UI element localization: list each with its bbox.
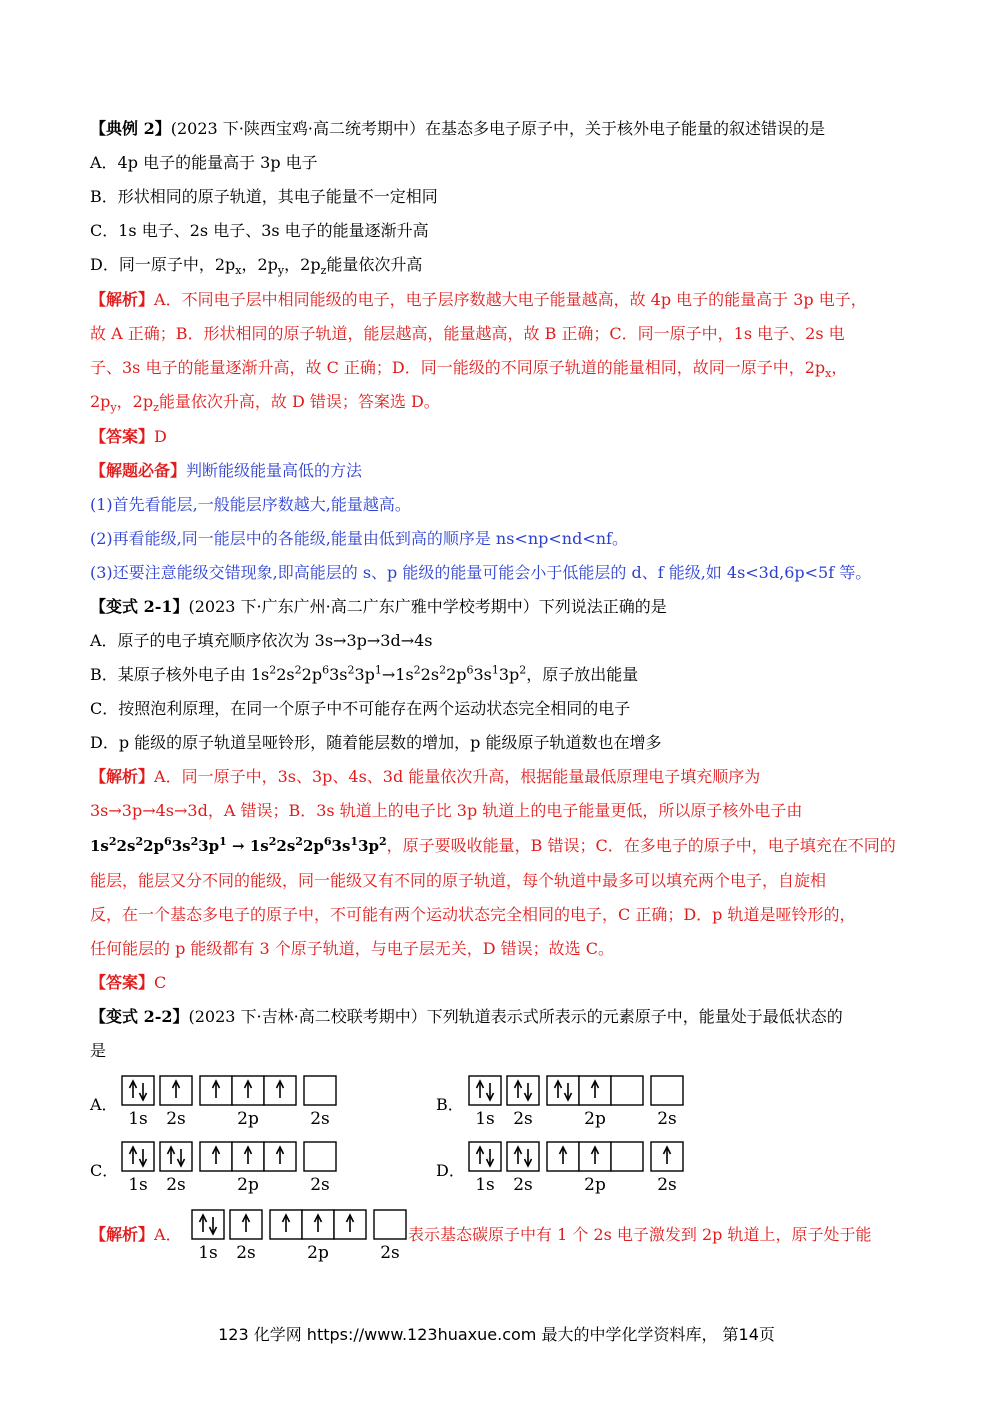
svg-text:2s: 2s — [236, 1243, 256, 1263]
svg-text:1s: 1s — [475, 1109, 495, 1129]
svg-text:1s: 1s — [128, 1175, 148, 1195]
option-c-label: C． — [90, 1161, 119, 1180]
svg-text:2s: 2s — [513, 1175, 533, 1195]
example-source: (2023 下·陕西宝鸡·高二统考期中）在基态多电子原子中，关于核外电子能量的叙述错误的是 — [170, 119, 825, 138]
option-c: C．按照泡利原理，在同一个原子中不可能存在两个运动状态完全相同的电子 — [90, 699, 631, 718]
svg-text:2p: 2p — [237, 1175, 259, 1195]
variant-source: (2023 下·吉林·高二校联考期中）下列轨道表示式所表示的元素原子中，能量处于最低状态的 — [188, 1007, 843, 1026]
option-d-tail: 能量依次升高 — [326, 255, 423, 274]
option-b-tail: ，原子放出能量 — [526, 665, 639, 684]
example-tag: 【典例 2】 — [90, 119, 171, 138]
tips-line-3: (3)还要注意能级交错现象,即高能层的 s、p 能级的能量可能会小于低能层的 d、f 能级,如 4s<3d,6p<5f 等。 — [90, 563, 872, 582]
option-d-text: D．同一原子中，2p — [90, 255, 236, 274]
analysis-text: 表示基态碳原子中有 1 个 2s 电子激发到 2p 轨道上，原子处于能 — [408, 1225, 872, 1244]
svg-text:2s: 2s — [166, 1175, 186, 1195]
tips-heading — [90, 460, 362, 482]
analysis-line-5: 反，在一个基态多电子的原子中，不可能有两个运动状态完全相同的电子，C 正确；D．p 轨道是哑铃形的， — [90, 905, 856, 924]
svg-text:2s: 2s — [380, 1243, 400, 1263]
option-d: D．p 能级的原子轨道呈哑铃形，随着能层数的增加，p 能级原子轨道数也在增多 — [90, 733, 662, 752]
variant-2-2-question-cont: 是 — [90, 1041, 107, 1060]
option-a: A．4p 电子的能量高于 3p 电子 — [90, 153, 318, 172]
orbital-diagram-c — [120, 1142, 330, 1200]
analysis-line-2: 故 A 正确；B．形状相同的原子轨道，能层越高，能量越高，故 B 正确；C．同一原子中，1s 电子、2s 电 — [90, 324, 845, 343]
option-a-label: A． — [90, 1095, 118, 1114]
orbital-diagram-a — [120, 1076, 330, 1134]
tips-line-1: (1)首先看能层,一般能层序数越大,能量越高。 — [90, 495, 411, 514]
analysis-line-1 — [90, 766, 760, 788]
svg-text:1s: 1s — [128, 1109, 148, 1129]
analysis-line-2: 3s→3p→4s→3d，A 错误；B．3s 轨道上的电子比 3p 轨道上的电子能量更低，所以原子核外电子由 — [90, 801, 803, 820]
svg-text:2s: 2s — [513, 1109, 533, 1129]
analysis-text: A．不同电子层中相同能级的电子，电子层序数越大电子能量越高，故 4p 电子的能量高于 3p 电子， — [154, 290, 867, 309]
analysis-line-4: 能层，能层又分不同的能级，同一能级又有不同的原子轨道，每个轨道中最多可以填充两个电子，自旋相 — [90, 871, 827, 890]
analysis-option: A． — [154, 1225, 182, 1244]
svg-text:2p: 2p — [307, 1243, 329, 1263]
option-b: B．某原子核外电子由 $1s^22s^22p^63s^23p^1\to 1s^22s^22p^63s^13p^2$，原子放出能量 — [90, 663, 639, 684]
analysis-line-6: 任何能层的 p 能级都有 3 个原子轨道，与电子层无关，D 错误；故选 C。 — [90, 939, 615, 958]
analysis-line-3 — [90, 835, 896, 857]
variant-2-2-question — [90, 1006, 843, 1028]
svg-text:2p: 2p — [237, 1109, 259, 1129]
answer-value: C — [154, 973, 167, 992]
analysis-tag: 【解析】 — [90, 290, 155, 309]
answer-tag: 【答案】 — [90, 427, 155, 446]
answer-line — [90, 972, 166, 994]
analysis-text: ，原子要吸收能量，B 错误；C．在多电子的原子中，电子填充在不同的 — [386, 836, 896, 855]
orbital-diagram-analysis — [190, 1210, 400, 1268]
tips-tag: 【解题必备】 — [90, 461, 187, 480]
analysis-text: 子、3s 电子的能量逐渐升高，故 C 正确；D．同一能级的不同原子轨道的能量相同，故同一原子中，2p — [90, 358, 826, 377]
option-b: B．形状相同的原子轨道，其电子能量不一定相同 — [90, 187, 438, 206]
variant-2-1-question — [90, 596, 667, 618]
svg-text:2s: 2s — [657, 1175, 677, 1195]
variant-tag: 【变式 2-2】 — [90, 1007, 189, 1026]
svg-text:2s: 2s — [310, 1175, 330, 1195]
electron-config: $1s^22s^22p^63s^23p^1 \to 1s^22s^22p^63s^13p^2$ — [90, 835, 387, 855]
option-d-label: D． — [436, 1161, 465, 1180]
analysis-line-4: $2p_y$，$2p_z$能量依次升高，故 D 错误；答案选 D。 — [90, 392, 440, 415]
analysis-tag: 【解析】 — [90, 1225, 155, 1244]
page-footer: 123 化学网 https://www.123huaxue.com 最大的中学化学资料库， 第14页 — [218, 1325, 775, 1344]
analysis-line-1 — [90, 1224, 182, 1246]
svg-text:2s: 2s — [310, 1109, 330, 1129]
answer-tag: 【答案】 — [90, 973, 155, 992]
svg-text:2s: 2s — [657, 1109, 677, 1129]
answer-value: D — [154, 427, 167, 446]
tips-title: 判断能级能量高低的方法 — [186, 461, 363, 480]
svg-text:1s: 1s — [475, 1175, 495, 1195]
analysis-text: A．同一原子中，3s、3p、4s、3d 能量依次升高，根据能量最低原理电子填充顺序为 — [154, 767, 761, 786]
svg-text:1s: 1s — [198, 1243, 218, 1263]
svg-text:2p: 2p — [584, 1175, 606, 1195]
tips-line-2: (2)再看能级,同一能层中的各能级,能量由低到高的顺序是 ns<np<nd<nf。 — [90, 529, 628, 548]
option-a: A．原子的电子填充顺序依次为 3s→3p→3d→4s — [90, 631, 433, 650]
orbital-diagram-d — [467, 1142, 677, 1200]
variant-tag: 【变式 2-1】 — [90, 597, 189, 616]
option-b-text: B．某原子核外电子由 — [90, 665, 251, 684]
svg-text:2p: 2p — [584, 1109, 606, 1129]
option-c: C．1s 电子、2s 电子、3s 电子的能量逐渐升高 — [90, 221, 429, 240]
orbital-diagram-b — [467, 1076, 677, 1134]
analysis-line-1 — [90, 289, 867, 311]
analysis-text: 能量依次升高，故 D 错误；答案选 D。 — [158, 392, 440, 411]
analysis-tag: 【解析】 — [90, 767, 155, 786]
analysis-line-3: 子、3s 电子的能量逐渐升高，故 C 正确；D．同一能级的不同原子轨道的能量相同，故同一原子中，$2p_x$， — [90, 358, 848, 381]
option-d: D．同一原子中，$2p_x$，$2p_y$，$2p_z$能量依次升高 — [90, 255, 423, 278]
option-b-label: B． — [436, 1095, 464, 1114]
example-2-question — [90, 118, 825, 140]
answer-line — [90, 426, 167, 448]
svg-text:2s: 2s — [166, 1109, 186, 1129]
variant-source: (2023 下·广东广州·高二广东广雅中学校考期中）下列说法正确的是 — [188, 597, 667, 616]
